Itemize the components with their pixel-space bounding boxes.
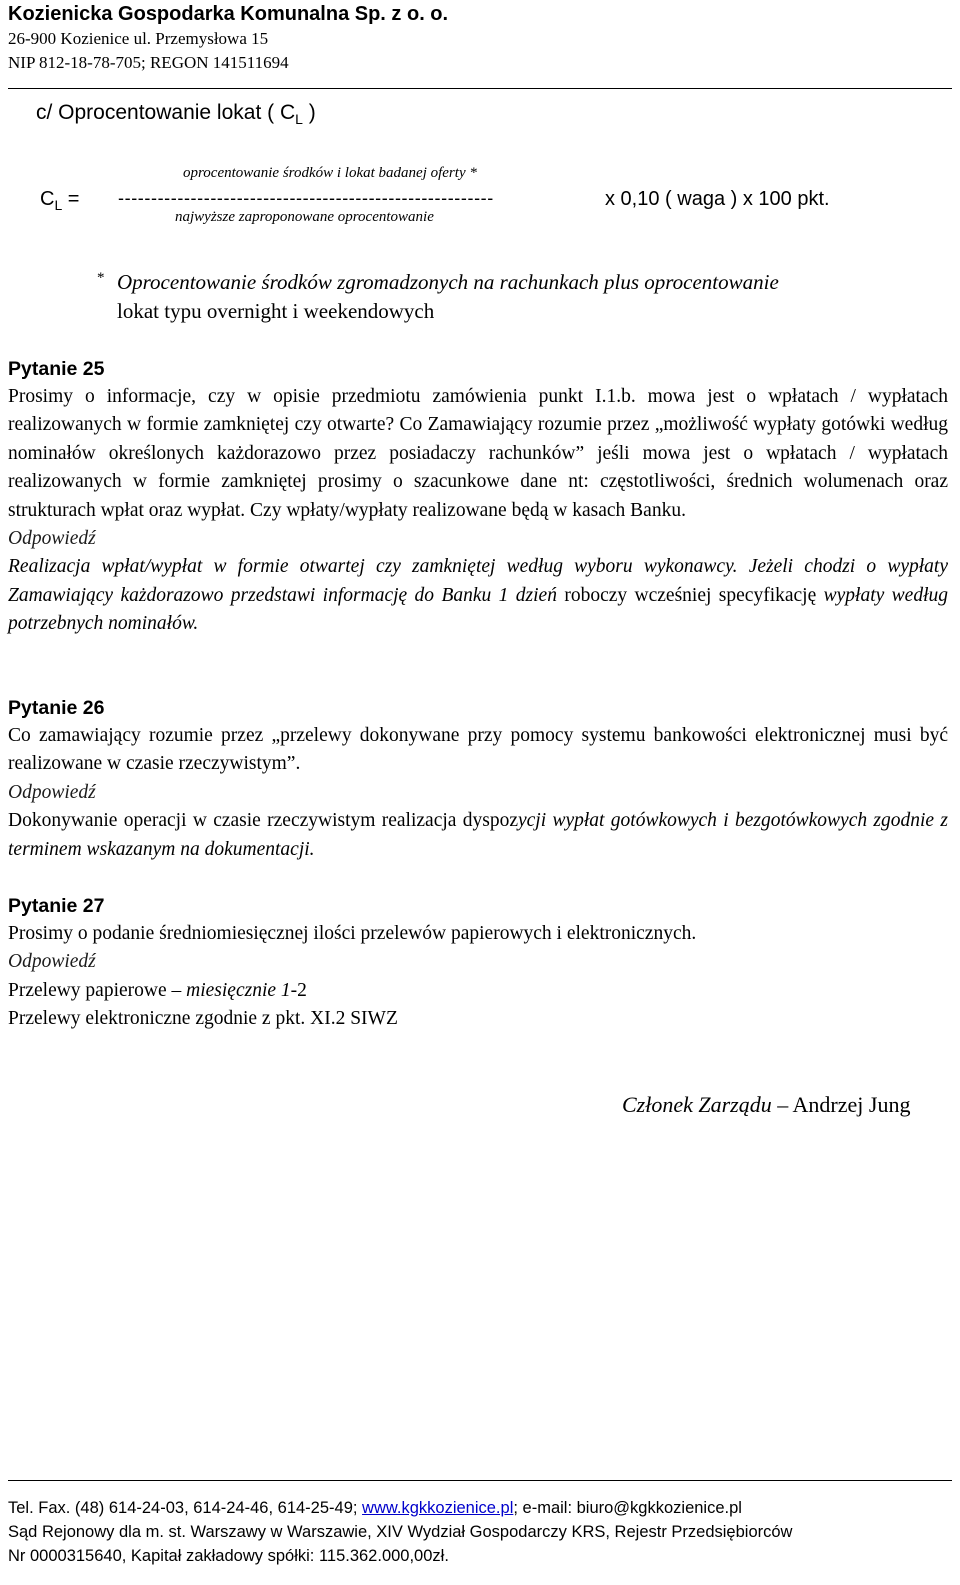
question-27-block bbox=[8, 892, 948, 1034]
formula-note-plain: lokat typu overnight i weekendowych bbox=[117, 299, 435, 323]
formula-lhs-symbol: C bbox=[40, 188, 55, 210]
section-title bbox=[36, 100, 316, 127]
question-25-text: Prosimy o informacje, czy w opisie przedmiotu zamówienia punkt I.1.b. mowa jest o wpłatach / wypłatach realizowanych w formie zamkniętej czy otwarte? Co Zamawiający rozumie przez „możliwość wypłaty gotówki według nominałów określonych każdorazowo przez posiadaczy rachunków” jeśli mowa jest o wpłatach / wypłatach realizowanych w formie zamkniętej prosimy o szacunkowe dane nt: częstotliwości, średnich wolumenach oraz strukturach wpłat oraz wypłat. Czy wpłaty/wypłaty realizowane będą w kasach Banku. bbox=[8, 386, 948, 521]
question-26-text: Co zamawiający rozumie przez „przelewy dokonywane przy pomocy systemu bankowości elektronicznej musi być realizowane w czasie rzeczywistym”. bbox=[8, 725, 948, 775]
formula-note bbox=[117, 268, 950, 326]
question-26-block bbox=[8, 694, 948, 864]
question-27-answer-label: Odpowiedź bbox=[8, 951, 96, 973]
question-25-answer-end: wypłaty według potrzebnych nominałów. bbox=[8, 584, 949, 635]
signature bbox=[622, 1091, 910, 1119]
question-27-answer-paper-label: Przelewy papierowe – bbox=[8, 979, 187, 1001]
signature-name: Andrzej Jung bbox=[792, 1092, 911, 1117]
company-name: Kozienicka Gospodarka Komunalna Sp. z o. o. bbox=[8, 3, 449, 25]
question-27-answer-paper-range: -2 bbox=[290, 979, 307, 1001]
footer-website-link[interactable]: www.kgkkozienice.pl bbox=[362, 1499, 514, 1517]
question-26-answer-label: Odpowiedź bbox=[8, 781, 96, 803]
question-27-answer-paper-value: miesięcznie 1 bbox=[186, 979, 291, 1001]
footer-contact bbox=[8, 1497, 742, 1519]
question-25-answer-italic: Realizacja wpłat/wypłat w formie otwartej czy zamkniętej według wyboru wykonawcy. Jeżeli chodzi o wypłaty Zamawiający każdorazowo przedstawi informację do Banku 1 dzień bbox=[8, 556, 948, 606]
footer-krs: Nr 0000315640, Kapitał zakładowy spółki: 115.362.000,00zł. bbox=[8, 1547, 449, 1565]
question-26-title: Pytanie 26 bbox=[8, 697, 105, 719]
company-address: 26-900 Kozienice ul. Przemysłowa 15 bbox=[8, 29, 269, 48]
section-title-close: ) bbox=[302, 101, 316, 124]
question-27-answer-line2: Przelewy elektroniczne zgodnie z pkt. XI.2 SIWZ bbox=[8, 1008, 398, 1030]
question-26-answer-plain: Dokonywanie operacji w czasie rzeczywistym realizacja dyspoz bbox=[8, 810, 518, 832]
formula-note-italic: Oprocentowanie środków zgromadzonych na rachunkach plus oprocentowanie bbox=[117, 270, 779, 294]
formula-lhs bbox=[40, 187, 80, 212]
footer-divider bbox=[8, 1480, 952, 1481]
formula-equals: = bbox=[62, 188, 80, 210]
section-title-text: c/ Oprocentowanie lokat ( C bbox=[36, 101, 296, 124]
formula-lhs-subscript: L bbox=[54, 197, 63, 213]
question-27-text: Prosimy o podanie średniomiesięcznej ilości przelewów papierowych i elektronicznych. bbox=[8, 923, 697, 944]
question-25-answer-label: Odpowiedź bbox=[8, 528, 96, 550]
formula-rhs: x 0,10 ( waga ) x 100 pkt. bbox=[605, 188, 830, 210]
question-26-answer bbox=[8, 807, 948, 864]
header-divider bbox=[8, 88, 952, 89]
question-25-answer-plain: roboczy wcześniej specyfikację bbox=[556, 584, 824, 606]
question-27-title: Pytanie 27 bbox=[8, 895, 105, 917]
question-25-title: Pytanie 25 bbox=[8, 358, 105, 380]
signature-role: Członek Zarządu bbox=[622, 1092, 772, 1117]
section-title-subscript: L bbox=[295, 111, 303, 127]
question-25-block bbox=[8, 355, 948, 639]
question-27-answer-line1 bbox=[8, 977, 948, 1005]
footer-court: Sąd Rejonowy dla m. st. Warszawy w Warszawie, XIV Wydział Gospodarczy KRS, Rejestr Przedsiębiorców bbox=[8, 1523, 793, 1541]
footer-email: ; e-mail: biuro@kgkkozienice.pl bbox=[513, 1499, 742, 1517]
signature-dash: – bbox=[771, 1092, 793, 1117]
formula-fraction-line: --------------------------------------------------------- bbox=[118, 188, 494, 208]
question-26-answer-italic: ycji wypłat gotówkowych i bezgotówkowych zgodnie z terminem wskazanym na dokumentacji. bbox=[8, 810, 948, 860]
note-asterisk: * bbox=[97, 270, 105, 286]
formula-denominator: najwyższe zaproponowane oprocentowanie bbox=[175, 209, 434, 225]
company-ids: NIP 812-18-78-705; REGON 141511694 bbox=[8, 53, 289, 72]
question-25-answer bbox=[8, 553, 948, 638]
formula-numerator: oprocentowanie środków i lokat badanej oferty * bbox=[183, 165, 477, 181]
footer-phone: Tel. Fax. (48) 614-24-03, 614-24-46, 614-25-49; bbox=[8, 1499, 363, 1517]
